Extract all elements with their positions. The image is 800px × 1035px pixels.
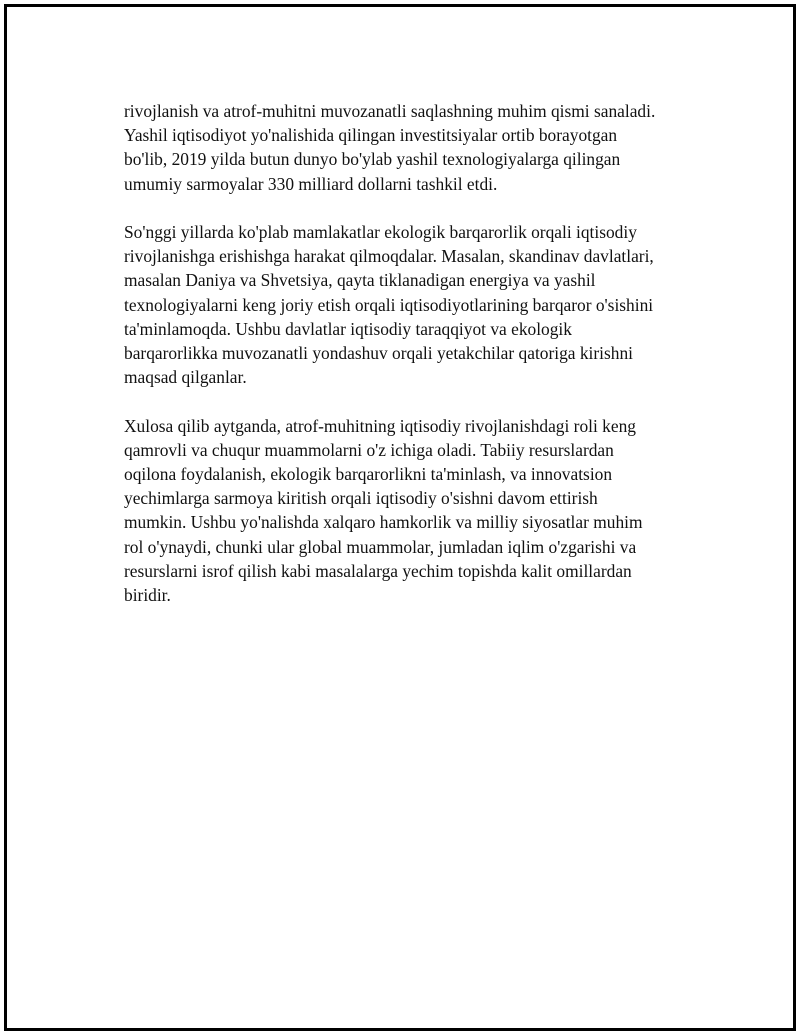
text-line: rivojlanishga erishishga harakat qilmoqdalar. Masalan, skandinav davlatlari, <box>124 246 654 267</box>
text-line: Yashil iqtisodiyot yo'nalishida qilingan investitsiyalar ortib borayotgan <box>124 125 618 146</box>
text-line: mumkin. Ushbu yo'nalishda xalqaro hamkorlik va milliy siyosatlar muhim <box>124 512 643 533</box>
text-line: barqarorlikka muvozanatli yondashuv orqali yetakchilar qatoriga kirishni <box>124 343 633 364</box>
text-line: masalan Daniya va Shvetsiya, qayta tiklanadigan energiya va yashil <box>124 270 596 291</box>
text-line: rivojlanish va atrof-muhitni muvozanatli saqlashning muhim qismi sanaladi. <box>124 101 656 121</box>
text-line: rol o'ynaydi, chunki ular global muammolar, jumladan iqlim o'zgarishi va <box>124 536 637 557</box>
text-line: qamrovli va chuqur muammolarni o'z ichiga oladi. Tabiiy resurslardan <box>124 439 614 460</box>
document-body <box>124 99 704 631</box>
paragraph-3 <box>124 414 704 608</box>
page-frame <box>4 4 796 1031</box>
text-line: resurslarni isrof qilish kabi masalalarga yechim topishda kalit omillardan <box>124 560 632 581</box>
text-line: maqsad qilganlar. <box>124 367 247 388</box>
text-line: umumiy sarmoyalar 330 milliard dollarni tashkil etdi. <box>124 173 498 194</box>
text-line: oqilona foydalanish, ekologik barqarorlikni ta'minlash, va innovatsion <box>124 464 613 485</box>
text-line: biridir. <box>124 585 171 606</box>
paragraph-1 <box>124 99 704 196</box>
text-line: yechimlarga sarmoya kiritish orqali iqtisodiy o'sishni davom ettirish <box>124 488 598 509</box>
text-line: Xulosa qilib aytganda, atrof-muhitning iqtisodiy rivojlanishdagi roli keng <box>124 415 636 436</box>
text-line: So'nggi yillarda ko'plab mamlakatlar ekologik barqarorlik orqali iqtisodiy <box>124 222 637 242</box>
text-line: ta'minlamoqda. Ushbu davlatlar iqtisodiy taraqqiyot va ekologik <box>124 318 572 339</box>
text-line: bo'lib, 2019 yilda butun dunyo bo'ylab yashil texnologiyalarga qilingan <box>124 149 621 170</box>
paragraph-2 <box>124 220 704 389</box>
text-line: texnologiyalarni keng joriy etish orqali iqtisodiyotlarining barqaror o'sishini <box>124 294 654 315</box>
